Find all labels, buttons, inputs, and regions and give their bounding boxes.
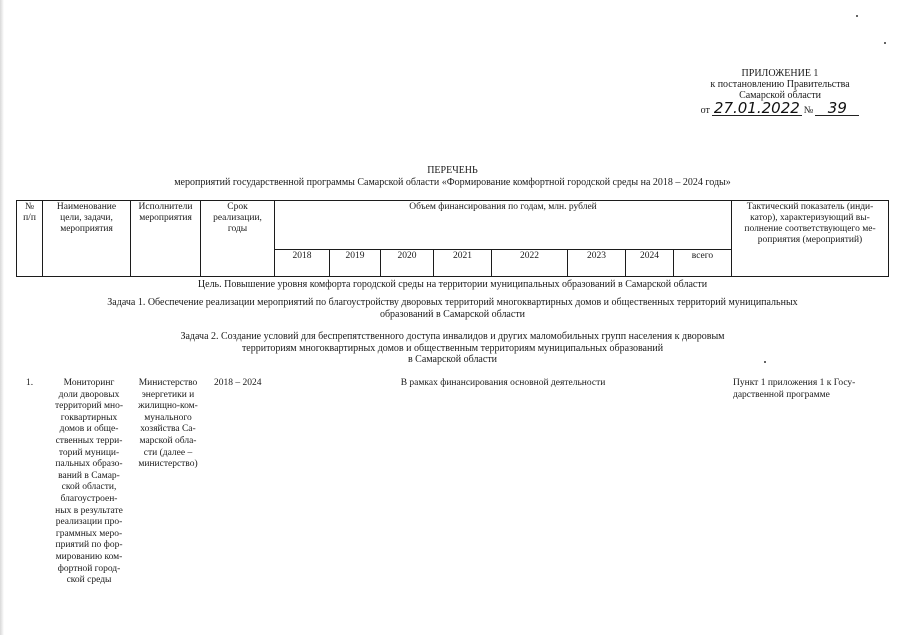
row1-name-line: фортной город-: [57, 563, 121, 574]
row1-indicator-line: дарственной программе: [733, 389, 830, 400]
row1-name-line: реализации про-: [55, 517, 123, 528]
row1-indicator: [733, 378, 883, 401]
header-executor-line: мероприятия: [139, 213, 192, 223]
year-2021: 2021: [434, 250, 492, 277]
handwritten-date: 27.01.2022: [713, 99, 800, 117]
task1-line: образований в Самарской области: [379, 309, 526, 320]
row1-indicator-line: Пункт 1 приложения 1 к Госу-: [733, 378, 856, 388]
row1-name-line: домов и обще-: [59, 424, 119, 435]
header-name-line: Наименование: [56, 202, 117, 212]
year-total: всего: [674, 250, 732, 277]
header-financing: Объем финансирования по годам, млн. рублей: [275, 201, 732, 250]
measures-table-header: [16, 200, 889, 277]
header-name-line: мероприятия: [60, 224, 113, 234]
scan-speck: [884, 42, 886, 44]
appendix-date-line: [660, 101, 900, 116]
row1-name-line: мированию ком-: [55, 551, 123, 562]
row1-executor-line: министерство): [138, 459, 198, 470]
row1-measure-name: [48, 378, 130, 587]
row1-executor-line: жилищно-ком-: [138, 401, 198, 412]
row1-executor-line: марской обла-: [139, 435, 197, 446]
scan-speck: [856, 15, 858, 17]
row1-financing: В рамках финансирования основной деятельности: [400, 378, 606, 388]
row1-term: 2018 – 2024: [214, 378, 262, 388]
row1-name-line: приятий по фор-: [55, 540, 123, 551]
appendix-decree: к постановлению Правительства: [710, 79, 850, 90]
header-term-line: годы: [227, 224, 248, 234]
header-executor-line: Исполнители: [138, 202, 193, 212]
row1-executor-line: мунального: [144, 412, 192, 423]
row1-name-line: благоустроен-: [60, 493, 118, 504]
row1-name-line: ской области,: [61, 482, 117, 493]
row1-executor: [133, 378, 203, 471]
row1-name-line: Мониторинг: [63, 378, 115, 388]
task1-line: Задача 1. Обеспечение реализации мероприятий по благоустройству дворовых территорий многоквартирных домов и общественных территорий муниципальных: [107, 297, 798, 308]
row1-name-line: доли дворовых: [58, 389, 120, 400]
document-subtitle: мероприятий государственной программы Самарской области «Формирование комфортной городской среды на 2018 – 2024 годы»: [174, 177, 731, 188]
number-sign: №: [803, 105, 814, 116]
header-executor: [131, 201, 201, 277]
row1-name-line: гоквартирных: [60, 412, 118, 423]
header-indicator-line: полнение соответствующего ме-: [744, 224, 876, 234]
row1-number: 1.: [26, 378, 34, 388]
row1-name-line: ской среды: [66, 575, 112, 586]
appendix-region: Самарской области: [739, 90, 821, 101]
row1-name-line: граммных меро-: [55, 528, 123, 539]
scan-speck: [764, 361, 766, 363]
header-indicator-line: Тактический показатель (инди-: [746, 202, 874, 212]
header-name: [43, 201, 131, 277]
year-2022: 2022: [492, 250, 568, 277]
header-name-line: цели, задачи,: [60, 213, 113, 223]
row1-executor-line: энергетики и: [141, 389, 195, 400]
task2-line: Задача 2. Создание условий для беспрепятственного доступа инвалидов и других маломобильных групп населения к дворовым: [180, 331, 725, 342]
row1-name-line: пальных образо-: [55, 459, 123, 470]
document-title: ПЕРЕЧЕНЬ: [427, 165, 478, 176]
row1-name-line: территорий мно-: [54, 401, 124, 412]
header-term: [201, 201, 275, 277]
header-num-line: №: [24, 202, 35, 212]
header-num: [17, 201, 43, 277]
row1-executor-line: Министерство: [138, 378, 198, 388]
header-num-line: п/п: [23, 213, 36, 223]
appendix-title: ПРИЛОЖЕНИЕ 1: [741, 68, 819, 79]
row1-executor-line: хозяйства Са-: [140, 424, 196, 435]
row1-name-line: ных в результате: [55, 505, 123, 516]
year-2024: 2024: [626, 250, 674, 277]
goal-line: Цель. Повышение уровня комфорта городской среды на территории муниципальных образований в Самарской области: [197, 279, 708, 290]
year-2018: 2018: [275, 250, 330, 277]
row1-name-line: торий муници-: [58, 447, 120, 458]
handwritten-number: 39: [815, 101, 859, 116]
header-indicator-line: катор), характеризующий вы-: [750, 213, 870, 223]
year-2019: 2019: [330, 250, 381, 277]
from-prefix: от: [700, 105, 710, 116]
row1-executor-line: сти (далее –: [143, 447, 193, 458]
row1-name-line: ственных терри-: [55, 435, 123, 446]
header-indicator-line: роприятия (мероприятий): [757, 235, 863, 245]
row1-name-line: ваний в Самар-: [58, 470, 120, 481]
task2-line: территориям многоквартирных домов и общественным территориям муниципальных образований: [241, 343, 664, 354]
header-indicator: [732, 201, 889, 277]
task2-line: в Самарской области: [407, 354, 498, 365]
header-term-line: реализации,: [213, 213, 262, 223]
year-2020: 2020: [381, 250, 434, 277]
year-2023: 2023: [568, 250, 626, 277]
header-term-line: Срок: [227, 202, 248, 212]
appendix-block: [660, 68, 900, 116]
